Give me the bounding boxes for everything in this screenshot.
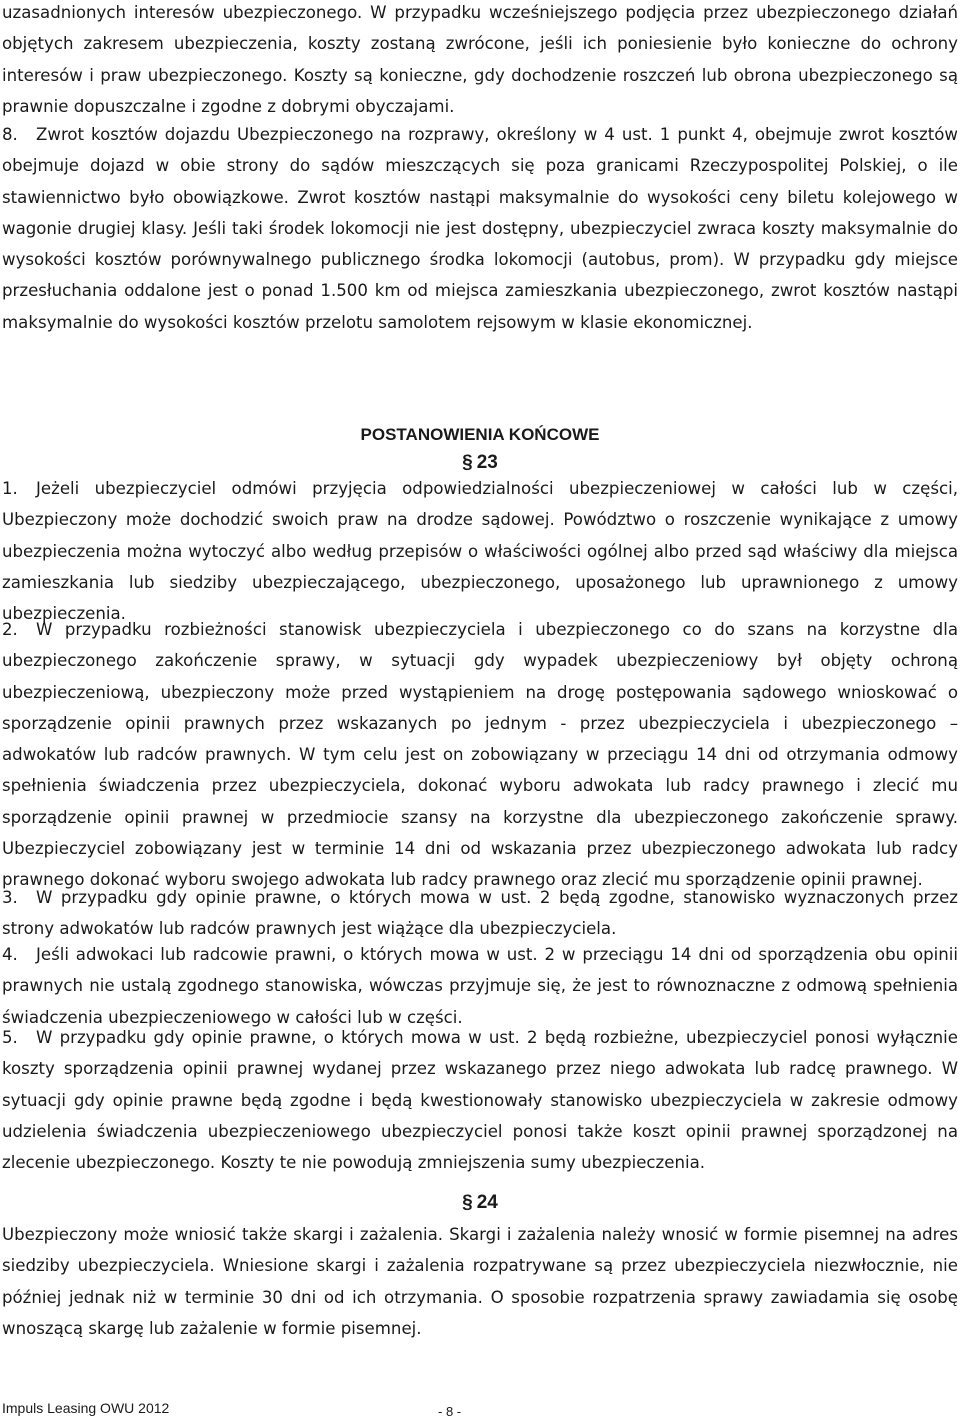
footer-document-name: Impuls Leasing OWU 2012 <box>2 1400 170 1416</box>
item-text: Jeśli adwokaci lub radcowie prawni, o których mowa w ust. 2 w przeciągu 14 dni od sporządzenia obu opinii prawnych nie ustalą zgodnego stanowiska, wówczas przyjmuje się, że jest to równoznaczne z odmową spełnienia świadczenia ubezpieczeniowego w całości lub w części. <box>2 945 958 1027</box>
item-text: Jeżeli ubezpieczyciel odmówi przyjęcia odpowiedzialności ubezpieczeniowej w całości lub w części, Ubezpieczony może dochodzić swoich praw na drodze sądowej. Powództwo o roszczenie wynikające z umowy ubezpieczenia można wytoczyć albo według przepisów o właściwości ogólnej albo przed sąd właściwy dla miejsca zamieszkania lub siedziby ubezpieczającego, ubezpieczonego, uposażonego lub uprawnionego z umowy ubezpieczenia. <box>2 479 958 624</box>
item-number: 3. <box>2 888 18 907</box>
item-number: 5. <box>2 1028 18 1047</box>
s23-item-3 <box>2 882 958 945</box>
item-text: W przypadku gdy opinie prawne, o których mowa w ust. 2 będą zgodne, stanowisko wyznaczonych przez strony adwokatów lub radców prawnych jest wiążące dla ubezpieczyciela. <box>2 888 958 939</box>
item-text: W przypadku rozbieżności stanowisk ubezpieczyciela i ubezpieczonego co do szans na korzystne dla ubezpieczonego zakończenie sprawy, w sytuacji gdy wypadek ubezpieczeniowy był objęty ochroną ubezpieczeniową, ubezpieczony może przed wystąpieniem na drogę postępowania sądowego wnioskować o sporządzenie opinii prawnych przez wskazanych po jednym - przez ubezpieczyciela i ubezpieczonego – adwokatów lub radców prawnych. W tym celu jest on zobowiązany w przeciągu 14 dni od otrzymania odmowy spełnienia świadczenia przez ubezpieczyciela, dokonać wyboru adwokata lub radcy prawnego i zlecić mu sporządzenie opinii prawnej w przedmiocie szansy na korzystne dla ubezpieczonego zakończenie sprawy. Ubezpieczyciel zobowiązany jest w terminie 14 dni od wskazania przez ubezpieczonego adwokata lub radcy prawnego dokonać wyboru swojego adwokata lub radcy prawnego oraz zlecić mu sporządzenie opinii prawnej. <box>2 620 958 890</box>
s23-item-1 <box>2 473 958 629</box>
section-number: 23 <box>476 452 498 473</box>
paragraph-number: 8. <box>2 125 18 144</box>
item-number: 2. <box>2 620 18 639</box>
s23-item-2 <box>2 614 958 896</box>
paragraph-text: Zwrot kosztów dojazdu Ubezpieczonego na rozprawy, określony w 4 ust. 1 punkt 4, obejmuje zwrot kosztów obejmuje dojazd w obie strony do sądów mieszczących się poza granicami Rzeczypospolitej Polskiej, o ile stawiennictwo było obowiązkowe. Zwrot kosztów nastąpi maksymalnie do wysokości ceny biletu kolejowego w wagonie drugiej klasy. Jeśli taki środek lokomocji nie jest dostępny, ubezpieczyciel zwraca koszty maksymalnie do wysokości kosztów porównywalnego publicznego środka lokomocji (autobus, prom). W przypadku gdy miejsce przesłuchania oddalone jest o ponad 1.500 km od miejsca zamieszkania ubezpieczonego, zwrot kosztów nastąpi maksymalnie do wysokości kosztów przelotu samolotem rejsowym w klasie ekonomicznej. <box>2 125 958 332</box>
item-number: 1. <box>2 479 18 498</box>
footer-page-number: - 8 - <box>438 1404 462 1419</box>
item-text: W przypadku gdy opinie prawne, o których mowa w ust. 2 będą rozbieżne, ubezpieczyciel ponosi wyłącznie koszty sporządzenia opinii prawnej wydanej przez wskazanego przez niego adwokata lub radcę prawnego. W sytuacji gdy opinie prawne będą zgodne i będą kwestionowały stanowisko ubezpieczyciela w zakresie odmowy udzielenia świadczenia ubezpieczeniowego ubezpieczyciel ponosi także koszt opinii prawnej sporządzonej na zlecenie ubezpieczonego. Koszty te nie powodują zmniejszenia sumy ubezpieczenia. <box>2 1028 958 1173</box>
section-symbol: § <box>462 452 473 473</box>
section-number: 24 <box>476 1192 498 1213</box>
section-heading: POSTANOWIENIA KOŃCOWE <box>360 425 600 444</box>
paragraph-intro: uzasadnionych interesów ubezpieczonego. W przypadku wcześniejszego podjęcia przez ubezpieczonego działań objętych zakresem ubezpieczenia, koszty zostaną zwrócone, jeśli ich poniesienie było konieczne do ochrony interesów i praw ubezpieczonego. Koszty są konieczne, gdy dochodzenie roszczeń lub obrona ubezpieczonego są prawnie dopuszczalne i zgodne z dobrymi obyczajami. <box>2 3 958 116</box>
section-symbol: § <box>462 1192 473 1213</box>
s23-item-4 <box>2 939 958 1033</box>
s23-item-5 <box>2 1022 958 1178</box>
paragraph-8 <box>2 119 958 338</box>
s24-paragraph: Ubezpieczony może wniosić także skargi i zażalenia. Skargi i zażalenia należy wnosić w formie pisemnej na adres siedziby ubezpieczyciela. Wniesione skargi i zażalenia rozpatrywane są przez ubezpieczyciela niezwłocznie, nie później jednak niż w terminie 30 dni od ich otrzymania. O sposobie rozpatrzenia sprawy zawiadamia się osobę wnoszącą skargę lub zażalenie w formie pisemnej. <box>2 1225 958 1338</box>
section-24-number <box>0 1192 960 1214</box>
item-number: 4. <box>2 945 18 964</box>
section-23-number <box>0 452 960 474</box>
